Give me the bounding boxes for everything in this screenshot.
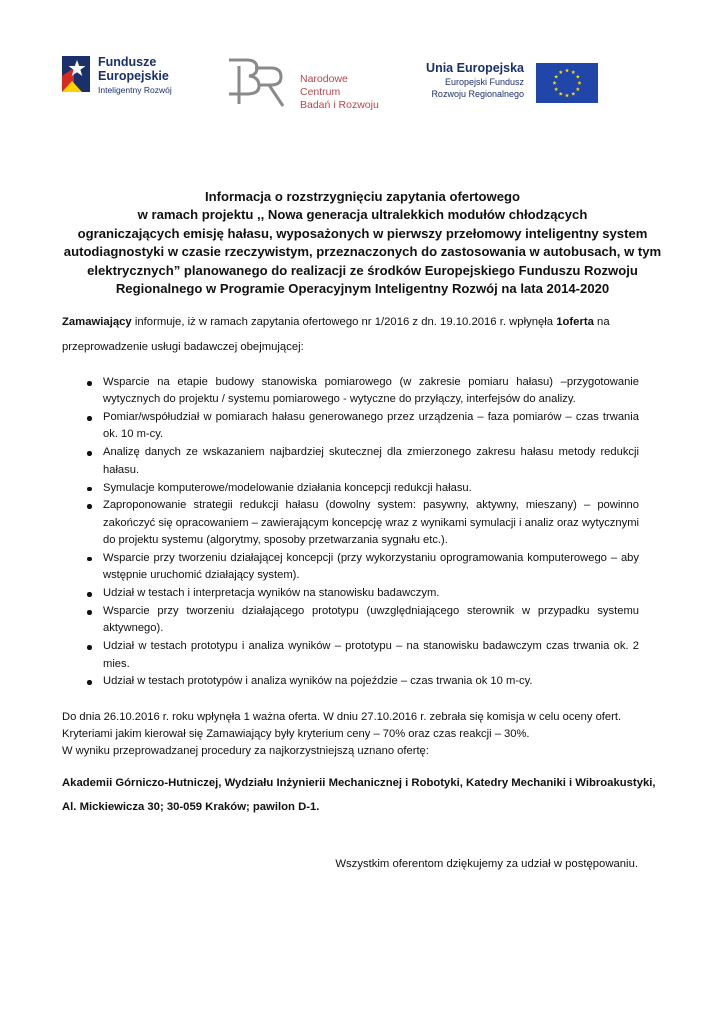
list-item: Wsparcie na etapie budowy stanowiska pomiarowego (w zakresie pomiaru hałasu) –przygotowanie wytycznych do projektu / systemu pomiarowego - wytyczne do przyłączy, interfejsów do analizy. <box>103 374 639 409</box>
intro-bold-start: Zamawiający <box>62 316 132 328</box>
unia-europejska-logo <box>418 62 598 104</box>
list-item: Wsparcie przy tworzeniu działającej koncepcji (przy wykorzystaniu oprogramowania komputerowego – aby wstępnie uruchomić działający system). <box>103 550 639 585</box>
fe-star-icon <box>60 54 94 94</box>
fundusze-europejskie-logo <box>60 52 210 104</box>
eu-logo-line3: Rozwoju Regionalnego <box>431 88 524 99</box>
list-item: Zaproponowanie strategii redukcji hałasu (dowolny system: pasywny, aktywny, mieszany) – powinno zakończyć się opracowaniem – zawierającym koncepcję wraz z wynikami symulacji i analiz oraz wytycznymi do projektu systemu (algorytmy, sposoby przetwarzania sygnału etc.). <box>103 497 639 549</box>
evaluation-paragraph <box>62 709 642 743</box>
list-item: Udział w testach prototypu i analiza wyników – prototypu – na stanowisku badawczym czas trwania ok. 2 mies. <box>103 638 639 673</box>
fe-logo-line3: Inteligentny Rozwój <box>98 85 172 95</box>
intro-paragraph <box>62 316 642 353</box>
title-line: Regionalnego w Programie Operacyjnym Inteligentny Rozwój na lata 2014-2020 <box>115 281 610 297</box>
evaluation-line2: Kryteriami jakim kierował się Zamawiający były kryterium ceny – 70% oraz czas reakcji – 30%. <box>62 728 530 740</box>
winner-line1: Akademii Górniczo-Hutniczej, Wydziału Inżynierii Mechanicznej i Robotyki, Katedry Mechaniki i Wibroakustyki, <box>62 777 656 789</box>
ncbr-logo-line1: Narodowe Centrum <box>300 73 348 99</box>
ncbr-logo-line2: Badań i Rozwoju <box>300 99 379 112</box>
intro-bold-mid: 1oferta <box>556 316 594 328</box>
closing-sentence: Wszystkim oferentom dziękujemy za udział w postępowaniu. <box>335 858 638 870</box>
eu-flag-icon <box>536 63 598 103</box>
winner-block <box>62 771 656 819</box>
intro-text-a: informuje, iż w ramach zapytania ofertowego nr 1/2016 z dn. 19.10.2016 r. wpłynęła <box>131 316 557 328</box>
list-item: Udział w testach prototypów i analiza wyników na pojeździe – czas trwania ok 10 m-cy. <box>103 673 639 690</box>
eu-logo-line1: Unia Europejska <box>426 61 524 75</box>
intro-line2: przeprowadzenie usługi badawczej obejmującej: <box>62 341 304 353</box>
list-item: Symulacje komputerowe/modelowanie działania koncepcji redukcji hałasu. <box>103 480 639 497</box>
result-paragraph: W wyniku przeprowadzanej procedury za najkorzystniejszą uznano ofertę: <box>62 745 429 757</box>
winner-line2: Al. Mickiewicza 30; 30-059 Kraków; pawilon D-1. <box>62 801 320 813</box>
fe-logo-line1: Fundusze <box>98 55 157 69</box>
intro-text-b: na <box>593 316 610 328</box>
scope-list <box>103 374 639 691</box>
ncbr-mark-icon <box>225 54 295 112</box>
title-line: Informacja o rozstrzygnięciu zapytania ofertowego <box>204 189 521 204</box>
ncbr-logo <box>225 54 385 112</box>
list-item: Pomiar/współudział w pomiarach hałasu generowanego przez urządzenia – faza pomiarów – czas trwania ok. 10 m-cy. <box>103 409 639 444</box>
list-item: Udział w testach i interpretacja wyników na stanowisku badawczym. <box>103 585 639 602</box>
title-line: elektrycznych” planowanego do realizacji ze środków Europejskiego Funduszu Rozwoju <box>87 262 638 278</box>
eu-logo-line2: Europejski Fundusz <box>444 76 524 87</box>
evaluation-line1: Do dnia 26.10.2016 r. roku wpłynęła 1 ważna oferta. W dniu 27.10.2016 r. zebrała się komisja w celu oceny ofert. <box>62 711 622 723</box>
fe-logo-line2: Europejskie <box>98 68 169 83</box>
title-line: w ramach projektu ,, Nowa generacja ultralekkich modułów chłodzących <box>137 207 588 223</box>
list-item: Wsparcie przy tworzeniu działającego prototypu (uwzględniającego sterownik w przypadku systemu aktywnego). <box>103 603 639 638</box>
title-line: autodiagnostyki w czasie rzeczywistym, przeznaczonych do zastosowania w autobusach, w tym <box>63 244 662 260</box>
document-title <box>55 188 670 298</box>
title-line: ograniczających emisję hałasu, wyposażonych w pierwszy przełomowy inteligentny system <box>77 225 648 241</box>
list-item: Analizę danych ze wskazaniem najbardziej skutecznej dla zmierzonego zakresu hałasu metody redukcji hałasu. <box>103 444 639 479</box>
